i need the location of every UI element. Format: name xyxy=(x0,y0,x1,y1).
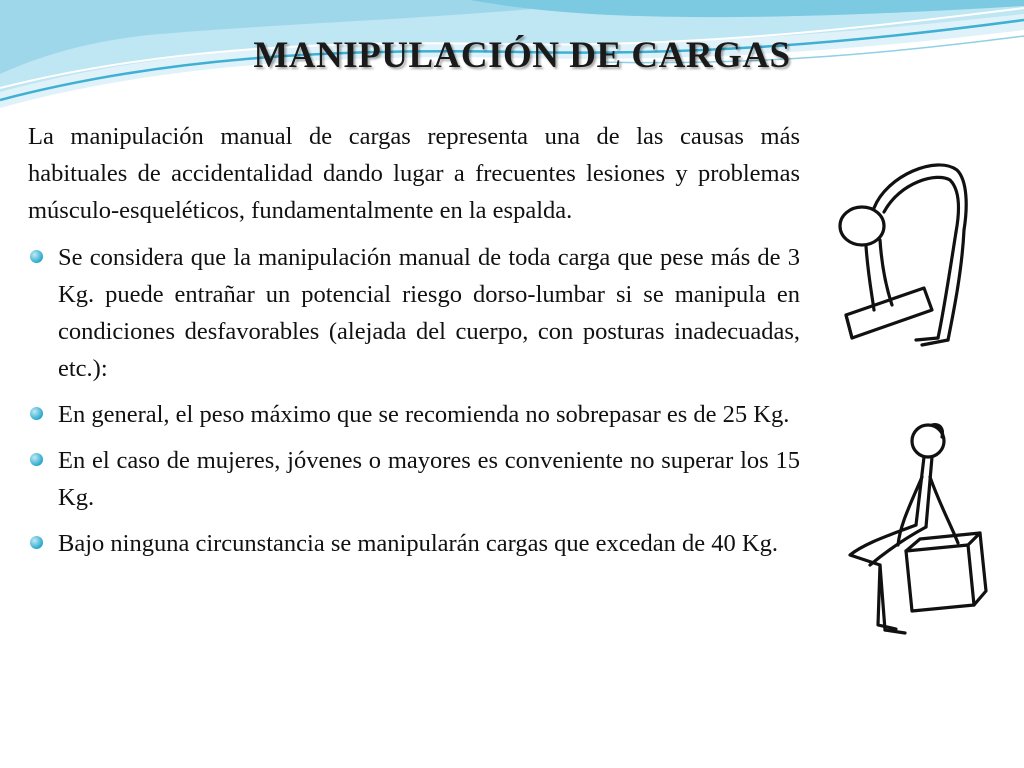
bullet-item xyxy=(28,396,800,433)
bullet-text: Bajo ninguna circunstancia se manipularán cargas que excedan de 40 Kg. xyxy=(58,530,778,557)
bullet-dot-icon xyxy=(30,250,43,263)
incorrect-lifting-posture-sketch xyxy=(832,150,976,358)
bullet-text: En general, el peso máximo que se recomienda no sobrepasar es de 25 Kg. xyxy=(58,401,790,428)
intro-paragraph: La manipulación manual de cargas representa una de las causas más habituales de accidentalidad dando lugar a frecuentes lesiones y problemas músculo-esqueléticos, fundamentalmente en la espalda. xyxy=(28,123,800,224)
bullet-dot-icon xyxy=(30,453,43,466)
slide-title: MANIPULACIÓN DE CARGAS xyxy=(253,35,791,76)
slide-body xyxy=(28,118,800,571)
bullet-item xyxy=(28,525,800,562)
bullet-text: Se considera que la manipulación manual de toda carga que pese más de 3 Kg. puede entrañar un potencial riesgo dorso-lumbar si se manipula en condiciones desfavorables (alejada del cuerpo, con posturas inadecuadas, etc.): xyxy=(58,244,800,382)
bullet-item xyxy=(28,239,800,387)
bullet-text: En el caso de mujeres, jóvenes o mayores es conveniente no superar los 15 Kg. xyxy=(58,447,800,511)
correct-lifting-posture-sketch xyxy=(840,415,990,637)
bullet-item xyxy=(28,442,800,516)
bullet-list xyxy=(28,239,800,562)
bullet-dot-icon xyxy=(30,536,43,549)
bullet-dot-icon xyxy=(30,407,43,420)
